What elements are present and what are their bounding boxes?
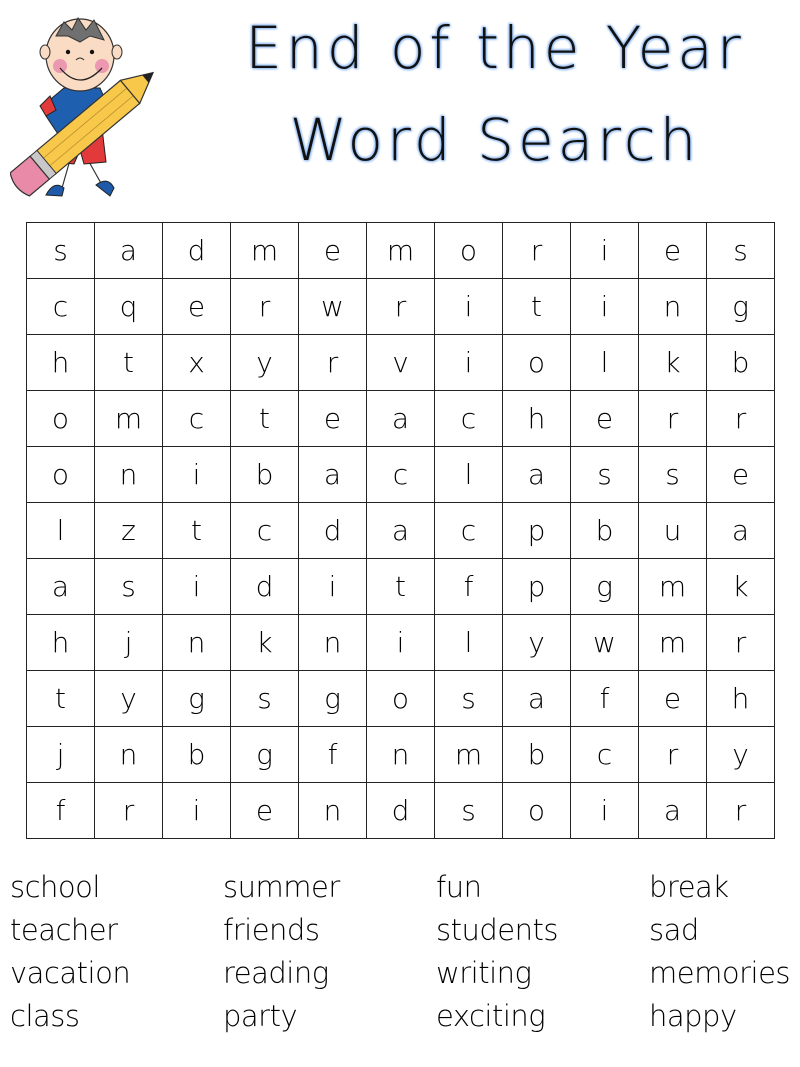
grid-cell[interactable]: i <box>571 279 639 335</box>
grid-cell[interactable]: m <box>231 223 299 279</box>
word-bank-item: exciting <box>436 999 546 1033</box>
grid-cell[interactable]: m <box>639 559 707 615</box>
grid-cell[interactable]: z <box>95 503 163 559</box>
grid-cell[interactable]: y <box>95 671 163 727</box>
grid-cell[interactable]: a <box>639 783 707 839</box>
grid-cell[interactable]: a <box>27 559 95 615</box>
grid-row <box>27 279 775 335</box>
grid-cell[interactable]: q <box>95 279 163 335</box>
grid-cell[interactable]: f <box>435 559 503 615</box>
grid-cell[interactable]: v <box>367 335 435 391</box>
grid-cell[interactable]: i <box>571 783 639 839</box>
grid-cell[interactable]: c <box>571 727 639 783</box>
grid-cell[interactable]: e <box>299 391 367 447</box>
grid-cell[interactable]: i <box>435 335 503 391</box>
grid-cell[interactable]: p <box>503 503 571 559</box>
grid-cell[interactable]: n <box>163 615 231 671</box>
grid-cell[interactable]: e <box>707 447 775 503</box>
grid-cell[interactable]: o <box>367 671 435 727</box>
grid-cell[interactable]: h <box>503 391 571 447</box>
grid-cell[interactable]: s <box>95 559 163 615</box>
grid-cell[interactable]: s <box>435 671 503 727</box>
grid-cell[interactable]: b <box>571 503 639 559</box>
grid-cell[interactable]: s <box>27 223 95 279</box>
grid-cell[interactable]: o <box>27 447 95 503</box>
grid-cell[interactable]: k <box>639 335 707 391</box>
boy-holding-pencil-icon <box>10 10 180 200</box>
grid-cell[interactable]: t <box>27 671 95 727</box>
grid-cell[interactable]: y <box>503 615 571 671</box>
grid-cell[interactable]: x <box>163 335 231 391</box>
grid-row <box>27 727 775 783</box>
grid-cell[interactable]: d <box>299 503 367 559</box>
grid-cell[interactable]: k <box>231 615 299 671</box>
title-line-1: End of the Year <box>245 14 745 82</box>
grid-cell[interactable]: i <box>435 279 503 335</box>
word-bank-item: summer <box>223 870 340 904</box>
grid-cell[interactable]: o <box>503 335 571 391</box>
word-bank-item: school <box>10 870 100 904</box>
grid-cell[interactable]: t <box>367 559 435 615</box>
title-line-2: Word Search <box>289 106 701 174</box>
word-bank-item: fun <box>436 870 482 904</box>
grid-cell[interactable]: h <box>27 335 95 391</box>
grid-cell[interactable]: t <box>163 503 231 559</box>
grid-cell[interactable]: a <box>707 503 775 559</box>
grid-cell[interactable]: l <box>571 335 639 391</box>
grid-cell[interactable]: t <box>231 391 299 447</box>
grid-cell[interactable]: a <box>367 503 435 559</box>
grid-cell[interactable]: r <box>707 783 775 839</box>
grid-cell[interactable]: e <box>639 223 707 279</box>
grid-cell[interactable]: f <box>299 727 367 783</box>
grid-cell[interactable]: e <box>163 279 231 335</box>
word-bank-item: party <box>223 999 298 1033</box>
grid-cell[interactable]: u <box>639 503 707 559</box>
word-bank-item: teacher <box>10 913 118 947</box>
word-bank-item: memories <box>649 956 791 990</box>
grid-cell[interactable]: b <box>231 447 299 503</box>
grid-cell[interactable]: r <box>639 391 707 447</box>
grid-cell[interactable]: i <box>367 615 435 671</box>
grid-cell[interactable]: y <box>707 727 775 783</box>
grid-cell[interactable]: k <box>707 559 775 615</box>
grid-cell[interactable]: i <box>571 223 639 279</box>
grid-cell[interactable]: l <box>435 615 503 671</box>
grid-cell[interactable]: d <box>231 559 299 615</box>
word-bank-item: break <box>649 870 729 904</box>
grid-cell[interactable]: n <box>95 727 163 783</box>
grid-cell[interactable]: f <box>27 783 95 839</box>
grid-cell[interactable]: i <box>299 559 367 615</box>
grid-row <box>27 615 775 671</box>
grid-cell[interactable]: y <box>231 335 299 391</box>
grid-cell[interactable]: t <box>503 279 571 335</box>
grid-cell[interactable]: r <box>299 335 367 391</box>
grid-cell[interactable]: g <box>163 671 231 727</box>
word-bank-item: reading <box>223 956 329 990</box>
grid-cell[interactable]: r <box>231 279 299 335</box>
word-bank-item: friends <box>223 913 320 947</box>
grid-cell[interactable]: m <box>435 727 503 783</box>
grid-cell[interactable]: s <box>231 671 299 727</box>
grid-cell[interactable]: d <box>367 783 435 839</box>
grid-cell[interactable]: w <box>571 615 639 671</box>
grid-cell[interactable]: j <box>27 727 95 783</box>
grid-row <box>27 223 775 279</box>
grid-cell[interactable]: s <box>571 447 639 503</box>
grid-cell[interactable]: i <box>163 447 231 503</box>
grid-row <box>27 391 775 447</box>
grid-cell[interactable]: l <box>435 447 503 503</box>
grid-row <box>27 671 775 727</box>
grid-cell[interactable]: s <box>707 223 775 279</box>
grid-cell[interactable]: g <box>707 279 775 335</box>
grid-cell[interactable]: b <box>707 335 775 391</box>
grid-cell[interactable]: e <box>571 391 639 447</box>
grid-cell[interactable]: p <box>503 559 571 615</box>
grid-cell[interactable]: t <box>95 335 163 391</box>
grid-cell[interactable]: g <box>231 727 299 783</box>
word-bank-item: sad <box>649 913 699 947</box>
word-bank-item: happy <box>649 999 737 1033</box>
grid-cell[interactable]: a <box>503 671 571 727</box>
grid-row <box>27 503 775 559</box>
grid-cell[interactable]: r <box>503 223 571 279</box>
grid-row <box>27 783 775 839</box>
grid-row <box>27 335 775 391</box>
grid-row <box>27 559 775 615</box>
grid-cell[interactable]: g <box>299 671 367 727</box>
grid-cell[interactable]: a <box>503 447 571 503</box>
grid-cell[interactable]: n <box>299 615 367 671</box>
grid-cell[interactable]: m <box>367 223 435 279</box>
word-bank-item: vacation <box>10 956 131 990</box>
grid-row <box>27 447 775 503</box>
grid-cell[interactable]: r <box>95 783 163 839</box>
grid-cell[interactable]: d <box>163 223 231 279</box>
word-search-grid <box>26 222 775 839</box>
grid-cell[interactable]: n <box>95 447 163 503</box>
word-bank-item: students <box>436 913 558 947</box>
grid-cell[interactable]: f <box>571 671 639 727</box>
grid-cell[interactable]: i <box>163 783 231 839</box>
grid-cell[interactable]: e <box>231 783 299 839</box>
grid-cell[interactable]: l <box>27 503 95 559</box>
grid-cell[interactable]: n <box>639 279 707 335</box>
grid-cell[interactable]: e <box>639 671 707 727</box>
grid-cell[interactable]: i <box>163 559 231 615</box>
grid-cell[interactable]: s <box>639 447 707 503</box>
grid-cell[interactable]: h <box>27 615 95 671</box>
grid-cell[interactable]: c <box>231 503 299 559</box>
grid-cell[interactable]: c <box>435 503 503 559</box>
grid-cell[interactable]: a <box>367 391 435 447</box>
grid-cell[interactable]: j <box>95 615 163 671</box>
grid-cell[interactable]: n <box>299 783 367 839</box>
word-bank-item: writing <box>436 956 532 990</box>
grid-cell[interactable]: c <box>27 279 95 335</box>
word-bank <box>10 866 800 1038</box>
grid-cell[interactable]: o <box>435 223 503 279</box>
word-bank-item: class <box>10 999 80 1033</box>
grid-cell[interactable]: e <box>299 223 367 279</box>
grid-cell[interactable]: r <box>707 615 775 671</box>
grid-cell[interactable]: m <box>95 391 163 447</box>
grid-cell[interactable]: r <box>639 727 707 783</box>
grid-cell[interactable]: o <box>27 391 95 447</box>
page-title <box>200 8 790 180</box>
grid-cell[interactable]: n <box>367 727 435 783</box>
grid-cell[interactable]: r <box>707 391 775 447</box>
grid-cell[interactable]: c <box>367 447 435 503</box>
grid-cell[interactable]: a <box>95 223 163 279</box>
grid-cell[interactable]: o <box>503 783 571 839</box>
grid-cell[interactable]: b <box>503 727 571 783</box>
grid-cell[interactable]: m <box>639 615 707 671</box>
grid-cell[interactable]: r <box>367 279 435 335</box>
grid-cell[interactable]: h <box>707 671 775 727</box>
grid-cell[interactable]: c <box>435 391 503 447</box>
grid-cell[interactable]: s <box>435 783 503 839</box>
grid-cell[interactable]: b <box>163 727 231 783</box>
grid-cell[interactable]: c <box>163 391 231 447</box>
grid-cell[interactable]: g <box>571 559 639 615</box>
grid-cell[interactable]: w <box>299 279 367 335</box>
grid-cell[interactable]: a <box>299 447 367 503</box>
